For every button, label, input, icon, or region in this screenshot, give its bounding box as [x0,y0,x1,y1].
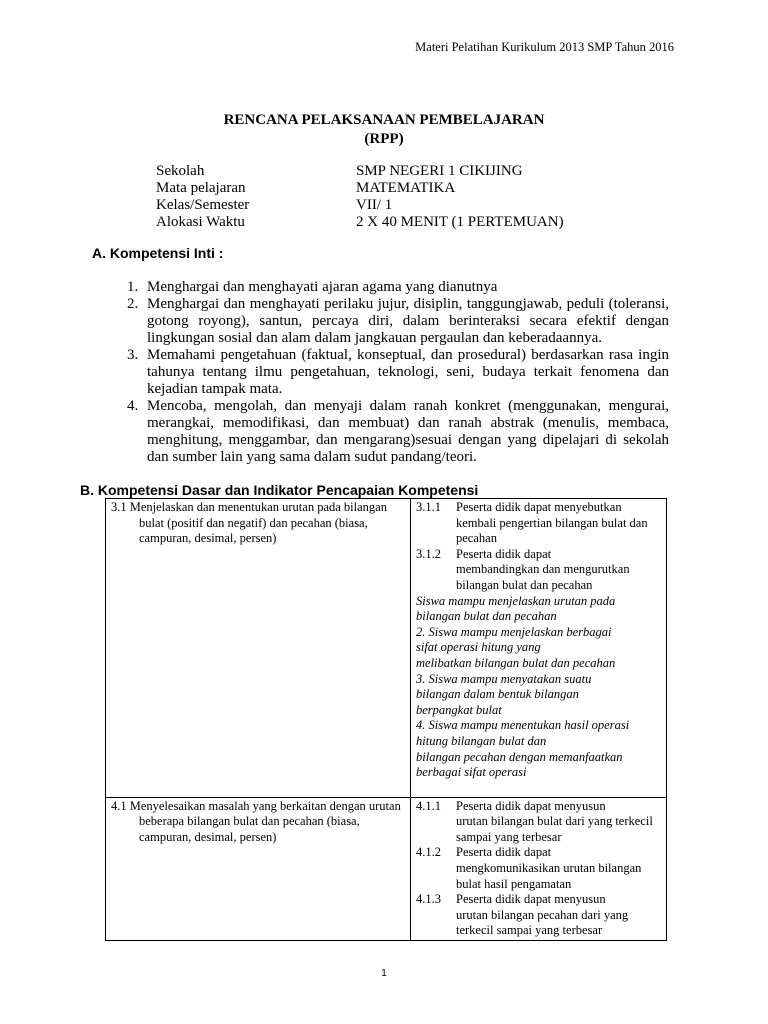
basic-competence-text: 4.1 Menyelesaikan masalah yang berkaitan dengan urutan beberapa bilangan bulat dan pecahan (biasa, campuran, desimal, persen) [111,798,401,844]
objective-line: sifat operasi hitung yang [416,640,541,655]
objective-line: Siswa mampu menjelaskan urutan pada [416,593,616,608]
list-item [127,279,669,296]
info-value: 2 X 40 MENIT (1 PERTEMUAN) [356,214,564,230]
indicator-text: Peserta didik dapat [456,845,552,860]
info-row-subject [156,180,564,197]
indicator-continuation: urutan bilangan pecahan dari yang terkecil sampai yang terbesar [456,907,629,938]
basic-competence-text: 3.1 Menjelaskan dan menentukan urutan pada bilangan bulat (positif dan negatif) dan pecahan (biasa, campuran, desimal, persen) [111,500,387,546]
indicator-cell [411,797,667,940]
indicator-text: Peserta didik dapat menyusun [456,798,606,813]
list-item [127,398,669,466]
competence-table [105,498,667,941]
indicator-cell [411,499,667,798]
indicator-continuation: kembali pengertian bilangan bulat dan pecahan [456,515,648,546]
page-number: 1 [381,968,387,979]
table-row [106,499,667,798]
list-item-number: 1. [127,279,139,295]
learning-objectives [416,594,661,781]
list-item [127,347,669,398]
indicator-item [416,547,661,563]
list-item-number: 3. [127,347,139,363]
list-item-text: Mencoba, mengolah, dan menyaji dalam ranah konkret (menggunakan, mengurai, merangkai, memodifikasi, dan membuat) dan ranah abstrak (menulis, membaca, menghitung, menggambar, dan mengarang)sesuai dengan yang dipelajari di sekolah dan sumber lain yang sama dalam sudut pandang/teori. [147,398,669,465]
indicator-item [416,500,661,516]
basic-competence-cell [106,797,411,940]
objective-line: 3. Siswa mampu menyatakan suatu [416,671,592,686]
objective-line: hitung bilangan bulat dan [416,733,547,748]
list-item-number: 4. [127,398,139,414]
objective-line: bilangan bulat dan pecahan [416,609,557,624]
basic-competence-cell [106,499,411,798]
list-item-text: Menghargai dan menghayati ajaran agama yang dianutnya [147,279,498,295]
indicator-number: 3.1.1 [416,500,441,514]
indicator-continuation: membandingkan dan mengurutkan bilangan bulat dan pecahan [456,562,630,592]
info-label: Mata pelajaran [156,180,246,196]
indicator-number: 4.1.2 [416,845,441,860]
list-item [127,296,669,347]
indicator-item [416,799,661,815]
indicator-item [416,892,661,908]
indicator-continuation: urutan bilangan bulat dari yang terkecil sampai yang terbesar [456,814,653,844]
title-line-2: (RPP) [364,131,404,147]
indicator-continuation: mengkomunikasikan urutan bilangan bulat hasil pengamatan [456,861,642,891]
objective-line: 4. Siswa mampu menentukan hasil operasi [416,718,630,733]
header-note: Materi Pelatihan Kurikulum 2013 SMP Tahun 2016 [415,40,674,54]
section-a-heading: A. Kompetensi Inti : [92,245,224,261]
table-row [106,797,667,940]
objective-line: berpangkat bulat [416,702,502,717]
info-label: Kelas/Semester [156,197,250,213]
indicator-text: Peserta didik dapat menyusun [456,892,606,907]
list-item-text: Menghargai dan menghayati perilaku jujur, disiplin, tanggungjawab, peduli (toleransi, gotong royong), santun, percaya diri, dalam berinteraksi secara efektif dengan lingkungan sosial dan alam dalam jangkauan pergaulan dan keberadaannya. [147,296,669,346]
objective-line: 2. Siswa mampu menjelaskan berbagai [416,624,612,639]
section-b-heading: B. Kompetensi Dasar dan Indikator Pencapaian Kompetensi [80,482,479,498]
info-value: VII/ 1 [356,197,393,213]
info-value: MATEMATIKA [356,180,456,196]
title-line-1: RENCANA PELAKSANAAN PEMBELAJARAN [223,112,545,128]
indicator-number: 4.1.3 [416,892,441,907]
info-row-class [156,197,564,214]
core-competence-list [127,279,669,466]
indicator-number: 4.1.1 [416,798,441,813]
objective-line: melibatkan bilangan bulat dan pecahan [416,655,616,670]
indicator-text: Peserta didik dapat menyebutkan [456,500,622,514]
objective-line: berbagai sifat operasi [416,765,527,780]
info-label: Alokasi Waktu [156,214,245,230]
info-block [156,163,564,231]
info-value: SMP NEGERI 1 CIKIJING [356,163,523,179]
spacer [416,781,661,796]
info-row-time [156,214,564,231]
list-item-number: 2. [127,296,139,312]
indicator-number: 3.1.2 [416,546,441,561]
objective-line: bilangan pecahan dengan memanfaatkan [416,749,623,764]
indicator-text: Peserta didik dapat [456,546,552,561]
objective-line: bilangan dalam bentuk bilangan [416,687,579,702]
list-item-text: Memahami pengetahuan (faktual, konseptual, dan prosedural) berdasarkan rasa ingin tahunya tentang ilmu pengetahuan, teknologi, seni, budaya terkait fenomena dan kejadian tampak mata. [147,347,669,397]
indicator-item [416,845,661,861]
document-title [0,111,768,149]
info-row-school [156,163,564,180]
info-label: Sekolah [156,163,205,179]
